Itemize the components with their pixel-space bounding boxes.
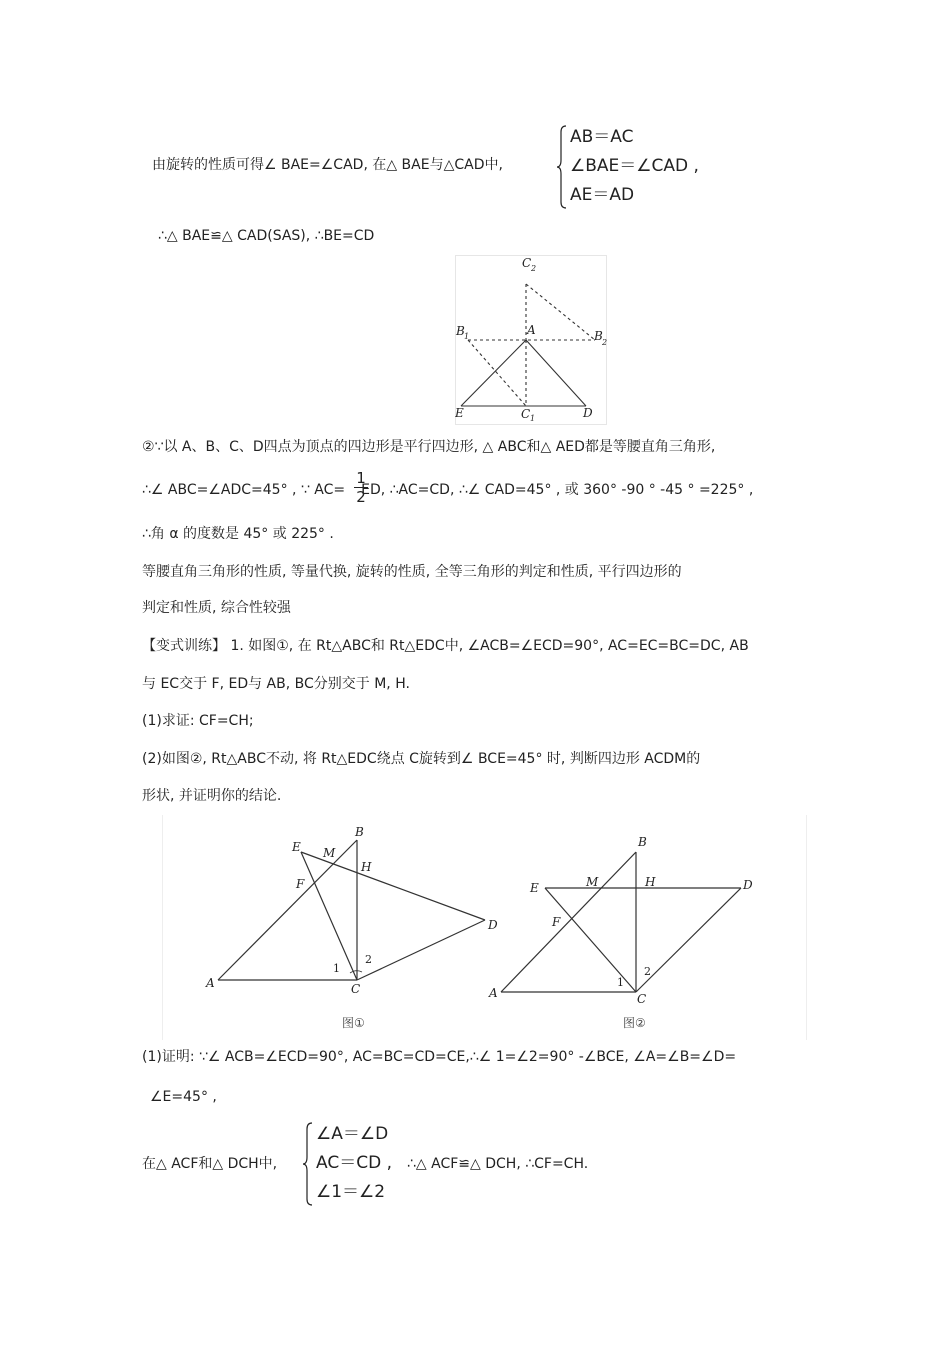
point-label: B [594, 329, 603, 343]
text-proof-angle-e: ∠E=45° , [150, 1089, 217, 1105]
point-label: C [521, 407, 531, 421]
svg-text:1: 1 [617, 976, 624, 989]
svg-text:2: 2 [531, 264, 537, 273]
figure-2 [501, 852, 741, 992]
figure-1 [218, 840, 485, 980]
system-row: AB＝AC [570, 127, 634, 147]
segment-b1-c1 [468, 340, 526, 406]
brace-icon [302, 1121, 314, 1207]
system-row: ∠BAE＝∠CAD , [570, 156, 699, 176]
figure-exercise-diagrams [162, 815, 808, 1040]
segment-d-c [636, 888, 741, 992]
system-row: ∠1＝∠2 [316, 1182, 386, 1202]
svg-text:F: F [296, 877, 305, 891]
text-exercise-intro: 【变式训练】 1. 如图①, 在 Rt△ABC和 Rt△EDC中, ∠ACB=∠ECD=90°, AC=EC=BC=DC, AB [142, 638, 749, 654]
point-label: E [455, 406, 464, 420]
svg-text:F: F [552, 915, 561, 929]
equation-system-1 [556, 124, 716, 210]
segment-d-c [357, 920, 485, 980]
svg-text:M: M [323, 846, 336, 860]
text-question-1: (1)求证: CF=CH; [142, 713, 254, 729]
point-label: B [456, 324, 465, 338]
text-proof-conclusion: ∴△ ACF≌△ DCH, ∴CF=CH. [407, 1156, 589, 1172]
svg-text:1: 1 [530, 414, 536, 423]
segment-a-d [526, 340, 586, 406]
text-exercise-intro-cont: 与 EC交于 F, ED与 AB, BC分别交于 M, H. [142, 676, 410, 692]
svg-text:D: D [488, 918, 498, 932]
svg-text:D: D [743, 878, 753, 892]
system-row: AE＝AD [570, 185, 635, 205]
segment-c2-b2 [526, 284, 595, 340]
segment-a-b [218, 840, 357, 980]
point-label: A [527, 323, 536, 337]
text-proof-triangles: 在△ ACF和△ DCH中, [142, 1156, 278, 1172]
svg-text:E: E [292, 840, 301, 854]
text-question-2: (2)如图②, Rt△ABC不动, 将 Rt△EDC绕点 C旋转到∠ BCE=45° 时, 判断四边形 ACDM的 [142, 751, 701, 767]
svg-text:C: C [637, 992, 647, 1006]
figure-caption: 图① [342, 1016, 365, 1030]
figure-caption: 图② [623, 1016, 646, 1030]
svg-text:2: 2 [602, 338, 607, 347]
brace-icon [556, 124, 568, 210]
svg-text:2: 2 [365, 953, 372, 966]
text-congruence-conclusion: ∴△ BAE≌△ CAD(SAS), ∴BE=CD [158, 228, 375, 244]
svg-text:H: H [361, 860, 372, 874]
equation-system-2 [302, 1121, 402, 1207]
point-label: D [583, 406, 593, 420]
svg-text:A: A [489, 986, 498, 1000]
text-proof-start: (1)证明: ∵∠ ACB=∠ECD=90°, AC=BC=CD=CE,∴∠ 1=∠2=90° -∠BCE, ∠A=∠B=∠D= [142, 1049, 737, 1065]
figure-rotation-diagram [455, 255, 607, 425]
svg-text:1: 1 [333, 962, 340, 975]
svg-text:B: B [638, 835, 647, 849]
svg-text:2: 2 [644, 965, 651, 978]
text-angle-derivation: ∴∠ ABC=∠ADC=45° , ∵ AC= ED, ∴AC=CD, ∴∠ CAD=45° , 或 360° -90 ° -45 ° =225° , [142, 482, 754, 498]
text-knowledge-points-cont: 判定和性质, 综合性较强 [142, 600, 291, 616]
svg-text:H: H [645, 875, 656, 889]
system-row: ∠A＝∠D [316, 1124, 389, 1144]
svg-text:E: E [530, 881, 539, 895]
svg-text:M: M [586, 875, 599, 889]
text-rotation-property: 由旋转的性质可得∠ BAE=∠CAD, 在△ BAE与△CAD中, [152, 157, 503, 173]
system-row: AC＝CD , [316, 1153, 392, 1173]
text-knowledge-points: 等腰直角三角形的性质, 等量代换, 旋转的性质, 全等三角形的判定和性质, 平行四边形的 [142, 564, 682, 580]
text-question-2-cont: 形状, 并证明你的结论. [142, 788, 282, 804]
text-parallelogram-condition: ②∵以 A、B、C、D四点为顶点的四边形是平行四边形, △ ABC和△ AED都是等腰直角三角形, [142, 439, 716, 455]
segment-e-d [301, 852, 485, 920]
segment-e-c [301, 852, 357, 980]
svg-text:1: 1 [464, 332, 470, 341]
segment-a-b [501, 852, 636, 992]
svg-text:A: A [206, 976, 215, 990]
svg-text:C: C [351, 982, 361, 996]
segment-e-a [461, 340, 526, 406]
point-label: C [522, 256, 532, 270]
text-alpha-result: ∴角 α 的度数是 45° 或 225° . [142, 526, 334, 542]
svg-text:B: B [355, 825, 364, 839]
fraction-one-half: 1 2 [352, 470, 370, 505]
angle-mark [350, 971, 362, 973]
